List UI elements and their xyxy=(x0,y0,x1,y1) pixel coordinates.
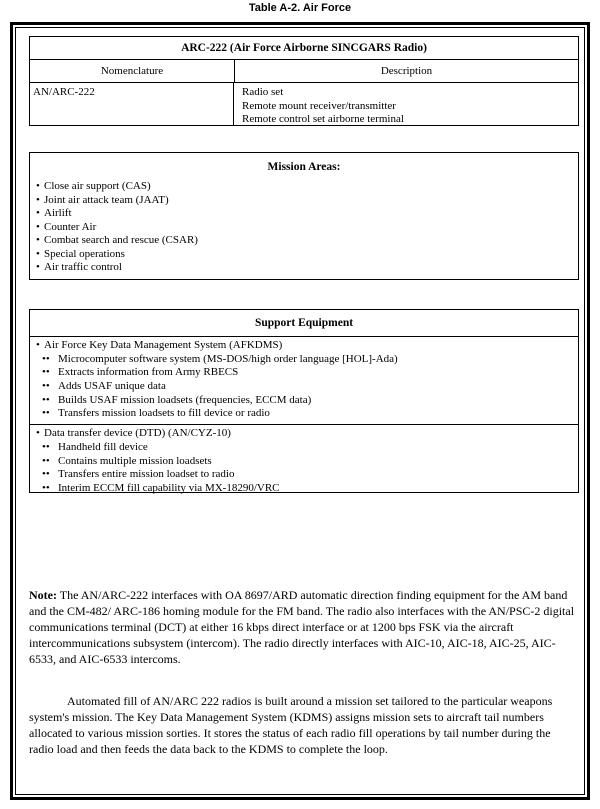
description-cell xyxy=(234,83,578,125)
group-label: Data transfer device (DTD) (AN/CYZ-10) xyxy=(44,427,231,440)
body-paragraph xyxy=(29,693,577,757)
list-item xyxy=(36,234,578,248)
list-item xyxy=(36,407,578,421)
bullet-icon: • xyxy=(36,234,40,246)
mission-areas-list xyxy=(30,177,578,275)
equipment-table-title: ARC-222 (Air Force Airborne SINCGARS Radio) xyxy=(30,37,578,60)
list-item xyxy=(36,180,578,194)
table-frame xyxy=(10,22,590,800)
support-group-dtd xyxy=(30,425,578,495)
note-paragraph xyxy=(29,587,577,667)
sub-bullet-icon: •• xyxy=(42,380,50,393)
bullet-icon: • xyxy=(36,339,40,351)
list-item xyxy=(36,468,578,482)
group-label: Air Force Key Data Management System (AFKDMS) xyxy=(44,339,283,351)
bullet-icon: • xyxy=(36,193,40,206)
mission-areas-title: Mission Areas: xyxy=(267,161,341,173)
sub-bullet-icon: •• xyxy=(42,468,50,481)
description-line: Radio set xyxy=(242,86,284,98)
sub-bullet-icon: •• xyxy=(42,407,50,420)
column-header-description: Description xyxy=(380,65,433,77)
list-item xyxy=(36,248,578,262)
list-item-text: Transfers mission loadsets to fill device or radio xyxy=(58,407,270,420)
list-item-text: Microcomputer software system (MS-DOS/high order language [HOL]-Ada) xyxy=(58,352,398,365)
list-item xyxy=(36,353,578,367)
list-item-text: Air traffic control xyxy=(44,261,122,273)
table-row xyxy=(30,83,578,125)
list-item-text: Builds USAF mission loadsets (frequencies, ECCM data) xyxy=(58,393,312,406)
list-item xyxy=(36,366,578,380)
list-item xyxy=(36,221,578,235)
bullet-icon: • xyxy=(36,247,40,260)
list-item-text: Counter Air xyxy=(44,220,97,233)
list-item xyxy=(36,394,578,408)
sub-bullet-icon: •• xyxy=(42,352,50,365)
bullet-icon: • xyxy=(36,180,40,192)
equipment-table-header-row xyxy=(30,60,578,83)
list-item xyxy=(36,261,578,275)
description-line: Remote mount receiver/transmitter xyxy=(242,99,396,112)
list-item-text: Contains multiple mission loadsets xyxy=(58,454,212,467)
bullet-icon: • xyxy=(36,207,40,219)
list-item xyxy=(36,482,578,496)
support-equipment-box xyxy=(29,309,579,493)
equipment-table xyxy=(29,36,579,126)
sub-bullet-icon: •• xyxy=(42,366,50,379)
sub-bullet-icon: •• xyxy=(42,454,50,467)
sub-bullet-icon: •• xyxy=(42,393,50,406)
list-item-text: Joint air attack team (JAAT) xyxy=(44,193,169,206)
list-item xyxy=(36,339,578,353)
table-caption: Table A-2. Air Force xyxy=(248,2,352,14)
list-item-text: Combat search and rescue (CSAR) xyxy=(44,234,198,246)
list-item xyxy=(36,380,578,394)
list-item-text: Special operations xyxy=(44,247,125,260)
list-item xyxy=(36,194,578,208)
support-equipment-title: Support Equipment xyxy=(30,310,578,337)
column-header-nomenclature: Nomenclature xyxy=(30,60,235,82)
description-line: Remote control set airborne terminal xyxy=(242,113,404,125)
note-text: The AN/ARC-222 interfaces with OA 8697/ARD automatic direction finding equipment for the AM band and the CM-482/ ARC-186 homing module for the FM band. The radio also interfaces with the AN/PSC-2 digital communications terminal (DCT) at either 16 kbps direct interface or at 1200 bps FSK via the aircraft intercommunications subsystem (intercom). The radio directly interfaces with AIC-10, AIC-18, AIC-25, AIC-6533, and AIC-6533 intercoms. xyxy=(29,588,575,666)
list-item-text: Interim ECCM fill capability via MX-18290/VRC xyxy=(58,481,280,494)
list-item xyxy=(36,427,578,441)
list-item-text: Close air support (CAS) xyxy=(44,180,151,192)
support-group-afkdms xyxy=(30,337,578,421)
list-item-text: Adds USAF unique data xyxy=(58,380,166,393)
nomenclature-cell: AN/ARC-222 xyxy=(30,83,234,125)
note-label: Note: xyxy=(29,588,57,602)
list-item-text: Handheld fill device xyxy=(58,440,148,453)
bullet-icon: • xyxy=(36,427,40,440)
bullet-icon: • xyxy=(36,261,40,273)
mission-areas-box xyxy=(29,152,579,280)
sub-bullet-icon: •• xyxy=(42,440,50,453)
sub-bullet-icon: •• xyxy=(42,481,50,494)
list-item xyxy=(36,207,578,221)
list-item-text: Extracts information from Army RBECS xyxy=(58,366,239,379)
list-item-text: Airlift xyxy=(44,207,72,219)
list-item xyxy=(36,441,578,455)
paragraph-text: Automated fill of AN/ARC 222 radios is built around a mission set tailored to the particular weapons system's mission. The Key Data Management System (KDMS) assigns mission sets to aircraft tail numbers allocated to various mission sorties. It stores the status of each radio fill operations by tail number during the radio load and then feeds the data back to the KDMS to complete the loop. xyxy=(29,694,553,756)
list-item-text: Transfers entire mission loadset to radio xyxy=(58,468,235,481)
bullet-icon: • xyxy=(36,220,40,233)
list-item xyxy=(36,455,578,469)
